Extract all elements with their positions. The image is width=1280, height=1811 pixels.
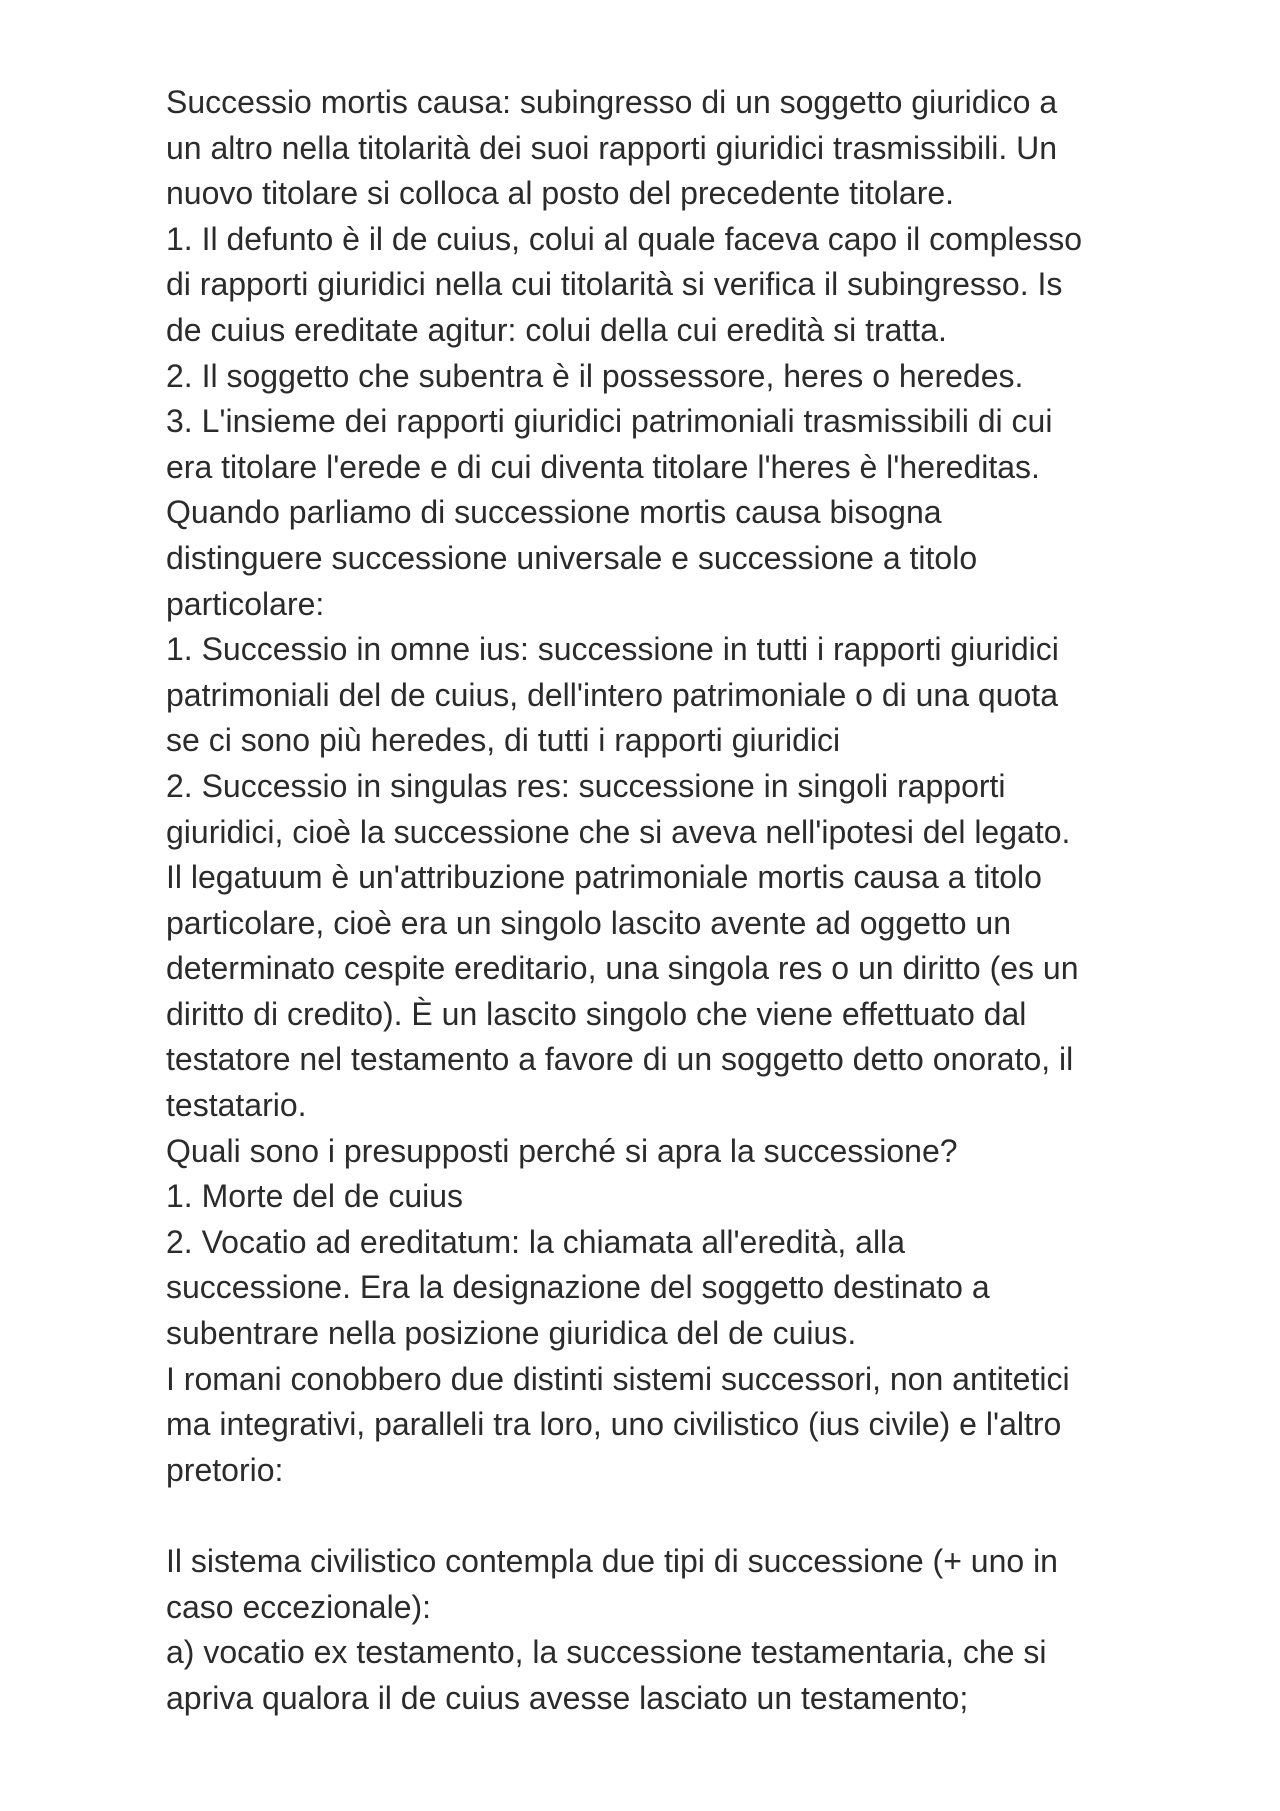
text-line: 3. L'insieme dei rapporti giuridici patrimoniali trasmissibili di cui (166, 403, 1053, 440)
text-line: giuridici, cioè la successione che si aveva nell'ipotesi del legato. (166, 813, 1071, 850)
text-line: determinato cespite ereditario, una singola res o un diritto (es un (166, 950, 1079, 987)
text-line: caso eccezionale): (166, 1588, 432, 1625)
text-line: nuovo titolare si colloca al posto del precedente titolare. (166, 175, 955, 212)
text-line: particolare: (166, 585, 325, 622)
text-line: distinguere successione universale e successione a titolo (166, 539, 978, 576)
text-line: Quali sono i presupposti perché si apra la successione? (166, 1132, 958, 1169)
text-line: 1. Morte del de cuius (166, 1178, 464, 1215)
text-line: di rapporti giuridici nella cui titolarità si verifica il subingresso. Is (166, 266, 1063, 303)
text-line: a) vocatio ex testamento, la successione testamentaria, che si (166, 1634, 1047, 1671)
text-line: Quando parliamo di successione mortis causa bisogna (166, 494, 942, 531)
text-line: Il legatuum è un'attribuzione patrimoniale mortis causa a titolo (166, 859, 1042, 896)
text-line: particolare, cioè era un singolo lascito avente ad oggetto un (166, 904, 1011, 941)
document-body (166, 80, 1166, 1721)
blank-line (166, 1493, 1166, 1539)
text-line: 2. Successio in singulas res: successione in singoli rapporti (166, 767, 1006, 804)
text-line: testatore nel testamento a favore di un soggetto detto onorato, il (166, 1041, 1074, 1078)
text-line: testatario. (166, 1087, 307, 1124)
text-line: successione. Era la designazione del soggetto destinato a (166, 1269, 990, 1306)
text-line: 2. Vocatio ad ereditatum: la chiamata all'eredità, alla (166, 1223, 905, 1260)
text-line: de cuius ereditate agitur: colui della cui eredità si tratta. (166, 311, 947, 348)
text-line: I romani conobbero due distinti sistemi successori, non antitetici (166, 1360, 1070, 1397)
text-line: un altro nella titolarità dei suoi rapporti giuridici trasmissibili. Un (166, 129, 1058, 166)
text-line: ma integrativi, paralleli tra loro, uno civilistico (ius civile) e l'altro (166, 1406, 1062, 1443)
text-line: se ci sono più heredes, di tutti i rapporti giuridici (166, 722, 841, 759)
text-line: 2. Il soggetto che subentra è il possessore, heres o heredes. (166, 357, 1024, 394)
text-line: patrimoniali del de cuius, dell'intero patrimoniale o di una quota (166, 676, 1058, 713)
text-line: era titolare l'erede e di cui diventa titolare l'heres è l'hereditas. (166, 448, 1040, 485)
text-line: 1. Successio in omne ius: successione in tutti i rapporti giuridici (166, 631, 1059, 668)
text-line: pretorio: (166, 1451, 284, 1488)
text-line: subentrare nella posizione giuridica del de cuius. (166, 1315, 857, 1352)
text-line: diritto di credito). È un lascito singolo che viene effettuato dal (166, 995, 1027, 1032)
text-line: Successio mortis causa: subingresso di un soggetto giuridico a (166, 84, 1058, 120)
text-line: 1. Il defunto è il de cuius, colui al quale faceva capo il complesso (166, 220, 1083, 257)
text-line: apriva qualora il de cuius avesse lasciato un testamento; (166, 1679, 969, 1716)
text-line: Il sistema civilistico contempla due tipi di successione (+ uno in (166, 1543, 1058, 1579)
